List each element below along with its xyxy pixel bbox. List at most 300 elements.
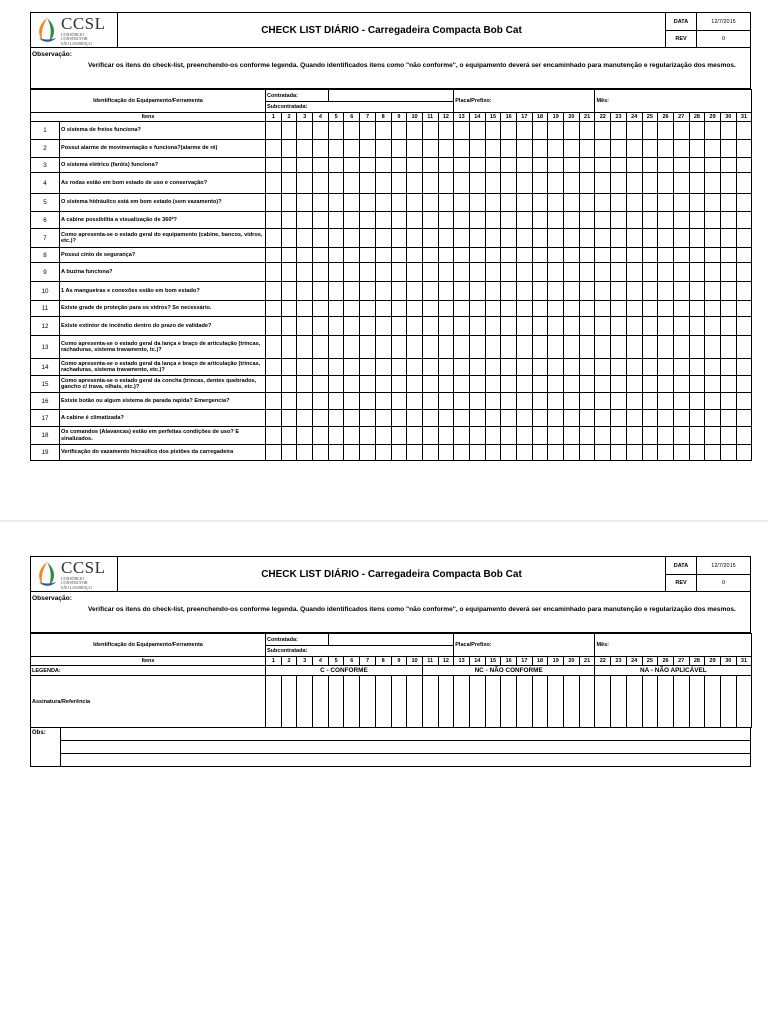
day-check-cell[interactable] <box>344 173 360 194</box>
day-check-cell[interactable] <box>297 158 313 173</box>
day-check-cell[interactable] <box>344 410 360 427</box>
day-check-cell[interactable] <box>736 445 752 461</box>
day-check-cell[interactable] <box>658 376 674 393</box>
day-check-cell[interactable] <box>579 248 595 263</box>
day-check-cell[interactable] <box>485 393 501 410</box>
day-check-cell[interactable] <box>595 248 611 263</box>
day-check-cell[interactable] <box>313 173 329 194</box>
day-check-cell[interactable] <box>642 317 658 336</box>
day-check-cell[interactable] <box>485 359 501 376</box>
day-check-cell[interactable] <box>564 393 580 410</box>
signature-cell[interactable] <box>564 676 580 728</box>
day-check-cell[interactable] <box>626 376 642 393</box>
signature-cell[interactable] <box>313 676 329 728</box>
day-check-cell[interactable] <box>375 173 391 194</box>
day-check-cell[interactable] <box>266 173 282 194</box>
day-check-cell[interactable] <box>485 229 501 248</box>
day-check-cell[interactable] <box>705 140 721 158</box>
day-check-cell[interactable] <box>501 410 517 427</box>
day-check-cell[interactable] <box>705 248 721 263</box>
day-check-cell[interactable] <box>422 336 438 359</box>
contratada-field[interactable] <box>328 634 454 646</box>
day-check-cell[interactable] <box>313 393 329 410</box>
day-check-cell[interactable] <box>517 445 533 461</box>
day-check-cell[interactable] <box>532 301 548 317</box>
signature-cell[interactable] <box>642 676 658 728</box>
day-check-cell[interactable] <box>579 445 595 461</box>
day-check-cell[interactable] <box>391 140 407 158</box>
day-check-cell[interactable] <box>360 376 376 393</box>
day-check-cell[interactable] <box>454 410 470 427</box>
day-check-cell[interactable] <box>485 212 501 229</box>
day-check-cell[interactable] <box>454 445 470 461</box>
day-check-cell[interactable] <box>626 445 642 461</box>
day-check-cell[interactable] <box>391 359 407 376</box>
day-check-cell[interactable] <box>673 212 689 229</box>
day-check-cell[interactable] <box>720 248 736 263</box>
day-check-cell[interactable] <box>642 229 658 248</box>
day-check-cell[interactable] <box>328 173 344 194</box>
day-check-cell[interactable] <box>469 140 485 158</box>
day-check-cell[interactable] <box>407 263 423 282</box>
day-check-cell[interactable] <box>454 140 470 158</box>
day-check-cell[interactable] <box>375 282 391 301</box>
day-check-cell[interactable] <box>705 122 721 140</box>
day-check-cell[interactable] <box>720 376 736 393</box>
day-check-cell[interactable] <box>391 122 407 140</box>
day-check-cell[interactable] <box>720 140 736 158</box>
day-check-cell[interactable] <box>485 122 501 140</box>
day-check-cell[interactable] <box>564 445 580 461</box>
day-check-cell[interactable] <box>422 376 438 393</box>
day-check-cell[interactable] <box>344 301 360 317</box>
day-check-cell[interactable] <box>438 359 454 376</box>
day-check-cell[interactable] <box>375 212 391 229</box>
day-check-cell[interactable] <box>532 140 548 158</box>
day-check-cell[interactable] <box>705 445 721 461</box>
day-check-cell[interactable] <box>501 317 517 336</box>
day-check-cell[interactable] <box>658 393 674 410</box>
day-check-cell[interactable] <box>689 359 705 376</box>
day-check-cell[interactable] <box>485 173 501 194</box>
day-check-cell[interactable] <box>611 336 627 359</box>
day-check-cell[interactable] <box>422 122 438 140</box>
day-check-cell[interactable] <box>297 122 313 140</box>
day-check-cell[interactable] <box>579 301 595 317</box>
day-check-cell[interactable] <box>673 301 689 317</box>
day-check-cell[interactable] <box>564 140 580 158</box>
day-check-cell[interactable] <box>720 122 736 140</box>
day-check-cell[interactable] <box>328 393 344 410</box>
day-check-cell[interactable] <box>532 229 548 248</box>
signature-cell[interactable] <box>344 676 360 728</box>
day-check-cell[interactable] <box>391 173 407 194</box>
day-check-cell[interactable] <box>297 229 313 248</box>
day-check-cell[interactable] <box>517 212 533 229</box>
day-check-cell[interactable] <box>391 301 407 317</box>
day-check-cell[interactable] <box>673 122 689 140</box>
day-check-cell[interactable] <box>454 359 470 376</box>
day-check-cell[interactable] <box>297 263 313 282</box>
day-check-cell[interactable] <box>720 445 736 461</box>
day-check-cell[interactable] <box>517 229 533 248</box>
day-check-cell[interactable] <box>611 212 627 229</box>
day-check-cell[interactable] <box>642 212 658 229</box>
day-check-cell[interactable] <box>595 173 611 194</box>
day-check-cell[interactable] <box>532 158 548 173</box>
signature-cell[interactable] <box>485 676 501 728</box>
day-check-cell[interactable] <box>438 317 454 336</box>
day-check-cell[interactable] <box>469 122 485 140</box>
day-check-cell[interactable] <box>689 336 705 359</box>
day-check-cell[interactable] <box>407 158 423 173</box>
day-check-cell[interactable] <box>469 282 485 301</box>
signature-cell[interactable] <box>626 676 642 728</box>
day-check-cell[interactable] <box>595 301 611 317</box>
day-check-cell[interactable] <box>548 427 564 445</box>
day-check-cell[interactable] <box>501 194 517 212</box>
day-check-cell[interactable] <box>673 173 689 194</box>
signature-cell[interactable] <box>720 676 736 728</box>
day-check-cell[interactable] <box>328 140 344 158</box>
day-check-cell[interactable] <box>375 359 391 376</box>
day-check-cell[interactable] <box>485 263 501 282</box>
day-check-cell[interactable] <box>689 212 705 229</box>
day-check-cell[interactable] <box>375 445 391 461</box>
day-check-cell[interactable] <box>736 336 752 359</box>
day-check-cell[interactable] <box>658 229 674 248</box>
day-check-cell[interactable] <box>720 427 736 445</box>
signature-cell[interactable] <box>689 676 705 728</box>
day-check-cell[interactable] <box>454 194 470 212</box>
day-check-cell[interactable] <box>266 263 282 282</box>
day-check-cell[interactable] <box>438 427 454 445</box>
day-check-cell[interactable] <box>673 282 689 301</box>
day-check-cell[interactable] <box>548 282 564 301</box>
day-check-cell[interactable] <box>673 427 689 445</box>
signature-cell[interactable] <box>407 676 423 728</box>
day-check-cell[interactable] <box>611 173 627 194</box>
day-check-cell[interactable] <box>564 359 580 376</box>
day-check-cell[interactable] <box>454 301 470 317</box>
day-check-cell[interactable] <box>469 173 485 194</box>
day-check-cell[interactable] <box>548 229 564 248</box>
day-check-cell[interactable] <box>626 212 642 229</box>
day-check-cell[interactable] <box>360 317 376 336</box>
day-check-cell[interactable] <box>595 140 611 158</box>
day-check-cell[interactable] <box>485 282 501 301</box>
day-check-cell[interactable] <box>673 248 689 263</box>
day-check-cell[interactable] <box>658 317 674 336</box>
day-check-cell[interactable] <box>391 248 407 263</box>
day-check-cell[interactable] <box>313 140 329 158</box>
day-check-cell[interactable] <box>720 336 736 359</box>
day-check-cell[interactable] <box>548 336 564 359</box>
contratada-field[interactable] <box>328 90 454 102</box>
day-check-cell[interactable] <box>266 229 282 248</box>
day-check-cell[interactable] <box>642 282 658 301</box>
day-check-cell[interactable] <box>344 359 360 376</box>
day-check-cell[interactable] <box>579 212 595 229</box>
day-check-cell[interactable] <box>720 410 736 427</box>
day-check-cell[interactable] <box>281 173 297 194</box>
day-check-cell[interactable] <box>313 376 329 393</box>
day-check-cell[interactable] <box>297 445 313 461</box>
day-check-cell[interactable] <box>720 393 736 410</box>
day-check-cell[interactable] <box>736 248 752 263</box>
day-check-cell[interactable] <box>720 301 736 317</box>
day-check-cell[interactable] <box>344 427 360 445</box>
day-check-cell[interactable] <box>407 376 423 393</box>
day-check-cell[interactable] <box>407 410 423 427</box>
day-check-cell[interactable] <box>360 263 376 282</box>
day-check-cell[interactable] <box>548 445 564 461</box>
day-check-cell[interactable] <box>517 248 533 263</box>
day-check-cell[interactable] <box>454 229 470 248</box>
day-check-cell[interactable] <box>658 140 674 158</box>
day-check-cell[interactable] <box>328 336 344 359</box>
day-check-cell[interactable] <box>736 282 752 301</box>
day-check-cell[interactable] <box>328 263 344 282</box>
day-check-cell[interactable] <box>344 445 360 461</box>
day-check-cell[interactable] <box>595 229 611 248</box>
day-check-cell[interactable] <box>548 301 564 317</box>
day-check-cell[interactable] <box>532 445 548 461</box>
day-check-cell[interactable] <box>689 158 705 173</box>
day-check-cell[interactable] <box>626 248 642 263</box>
day-check-cell[interactable] <box>720 158 736 173</box>
day-check-cell[interactable] <box>642 376 658 393</box>
day-check-cell[interactable] <box>532 212 548 229</box>
day-check-cell[interactable] <box>438 282 454 301</box>
day-check-cell[interactable] <box>579 229 595 248</box>
day-check-cell[interactable] <box>407 248 423 263</box>
day-check-cell[interactable] <box>564 301 580 317</box>
subcontratada-field[interactable] <box>266 102 454 113</box>
day-check-cell[interactable] <box>313 248 329 263</box>
day-check-cell[interactable] <box>485 317 501 336</box>
day-check-cell[interactable] <box>658 301 674 317</box>
day-check-cell[interactable] <box>375 263 391 282</box>
day-check-cell[interactable] <box>720 229 736 248</box>
day-check-cell[interactable] <box>407 140 423 158</box>
day-check-cell[interactable] <box>297 173 313 194</box>
day-check-cell[interactable] <box>407 445 423 461</box>
day-check-cell[interactable] <box>626 317 642 336</box>
day-check-cell[interactable] <box>720 212 736 229</box>
day-check-cell[interactable] <box>344 393 360 410</box>
day-check-cell[interactable] <box>564 376 580 393</box>
signature-cell[interactable] <box>281 676 297 728</box>
day-check-cell[interactable] <box>469 301 485 317</box>
day-check-cell[interactable] <box>328 122 344 140</box>
day-check-cell[interactable] <box>564 173 580 194</box>
day-check-cell[interactable] <box>532 263 548 282</box>
day-check-cell[interactable] <box>297 376 313 393</box>
day-check-cell[interactable] <box>422 301 438 317</box>
day-check-cell[interactable] <box>658 359 674 376</box>
day-check-cell[interactable] <box>532 393 548 410</box>
day-check-cell[interactable] <box>281 194 297 212</box>
day-check-cell[interactable] <box>266 212 282 229</box>
signature-cell[interactable] <box>297 676 313 728</box>
day-check-cell[interactable] <box>720 194 736 212</box>
day-check-cell[interactable] <box>658 248 674 263</box>
day-check-cell[interactable] <box>375 376 391 393</box>
day-check-cell[interactable] <box>469 158 485 173</box>
day-check-cell[interactable] <box>579 410 595 427</box>
day-check-cell[interactable] <box>548 173 564 194</box>
day-check-cell[interactable] <box>485 194 501 212</box>
day-check-cell[interactable] <box>501 359 517 376</box>
day-check-cell[interactable] <box>344 376 360 393</box>
day-check-cell[interactable] <box>705 393 721 410</box>
signature-cell[interactable] <box>595 676 611 728</box>
day-check-cell[interactable] <box>532 248 548 263</box>
day-check-cell[interactable] <box>736 173 752 194</box>
day-check-cell[interactable] <box>532 317 548 336</box>
day-check-cell[interactable] <box>626 158 642 173</box>
day-check-cell[interactable] <box>689 263 705 282</box>
day-check-cell[interactable] <box>454 427 470 445</box>
day-check-cell[interactable] <box>579 282 595 301</box>
day-check-cell[interactable] <box>736 317 752 336</box>
day-check-cell[interactable] <box>642 194 658 212</box>
day-check-cell[interactable] <box>626 122 642 140</box>
day-check-cell[interactable] <box>407 122 423 140</box>
day-check-cell[interactable] <box>658 445 674 461</box>
day-check-cell[interactable] <box>360 229 376 248</box>
day-check-cell[interactable] <box>548 359 564 376</box>
signature-cell[interactable] <box>375 676 391 728</box>
day-check-cell[interactable] <box>313 301 329 317</box>
signature-cell[interactable] <box>266 676 282 728</box>
signature-cell[interactable] <box>501 676 517 728</box>
day-check-cell[interactable] <box>658 173 674 194</box>
day-check-cell[interactable] <box>391 317 407 336</box>
day-check-cell[interactable] <box>595 317 611 336</box>
day-check-cell[interactable] <box>469 263 485 282</box>
day-check-cell[interactable] <box>501 263 517 282</box>
signature-cell[interactable] <box>469 676 485 728</box>
day-check-cell[interactable] <box>266 336 282 359</box>
day-check-cell[interactable] <box>344 194 360 212</box>
day-check-cell[interactable] <box>281 158 297 173</box>
day-check-cell[interactable] <box>673 336 689 359</box>
day-check-cell[interactable] <box>595 359 611 376</box>
day-check-cell[interactable] <box>438 229 454 248</box>
day-check-cell[interactable] <box>407 173 423 194</box>
day-check-cell[interactable] <box>281 359 297 376</box>
day-check-cell[interactable] <box>595 212 611 229</box>
day-check-cell[interactable] <box>548 376 564 393</box>
day-check-cell[interactable] <box>564 212 580 229</box>
day-check-cell[interactable] <box>611 158 627 173</box>
day-check-cell[interactable] <box>673 359 689 376</box>
day-check-cell[interactable] <box>626 359 642 376</box>
day-check-cell[interactable] <box>517 158 533 173</box>
day-check-cell[interactable] <box>407 393 423 410</box>
day-check-cell[interactable] <box>517 194 533 212</box>
day-check-cell[interactable] <box>689 122 705 140</box>
day-check-cell[interactable] <box>517 359 533 376</box>
day-check-cell[interactable] <box>673 229 689 248</box>
day-check-cell[interactable] <box>469 248 485 263</box>
day-check-cell[interactable] <box>266 427 282 445</box>
day-check-cell[interactable] <box>611 410 627 427</box>
day-check-cell[interactable] <box>266 445 282 461</box>
signature-cell[interactable] <box>422 676 438 728</box>
day-check-cell[interactable] <box>407 301 423 317</box>
day-check-cell[interactable] <box>626 173 642 194</box>
day-check-cell[interactable] <box>689 282 705 301</box>
placa-prefixo-field[interactable] <box>454 90 595 113</box>
day-check-cell[interactable] <box>595 263 611 282</box>
day-check-cell[interactable] <box>564 263 580 282</box>
day-check-cell[interactable] <box>517 336 533 359</box>
day-check-cell[interactable] <box>328 359 344 376</box>
day-check-cell[interactable] <box>548 410 564 427</box>
day-check-cell[interactable] <box>517 410 533 427</box>
day-check-cell[interactable] <box>422 194 438 212</box>
day-check-cell[interactable] <box>532 410 548 427</box>
day-check-cell[interactable] <box>595 336 611 359</box>
day-check-cell[interactable] <box>454 376 470 393</box>
subcontratada-field[interactable] <box>266 646 454 657</box>
day-check-cell[interactable] <box>375 158 391 173</box>
day-check-cell[interactable] <box>469 317 485 336</box>
day-check-cell[interactable] <box>297 317 313 336</box>
day-check-cell[interactable] <box>720 317 736 336</box>
day-check-cell[interactable] <box>736 212 752 229</box>
day-check-cell[interactable] <box>626 427 642 445</box>
day-check-cell[interactable] <box>642 122 658 140</box>
day-check-cell[interactable] <box>313 229 329 248</box>
day-check-cell[interactable] <box>705 229 721 248</box>
day-check-cell[interactable] <box>422 445 438 461</box>
day-check-cell[interactable] <box>344 158 360 173</box>
day-check-cell[interactable] <box>360 393 376 410</box>
day-check-cell[interactable] <box>454 122 470 140</box>
day-check-cell[interactable] <box>375 410 391 427</box>
day-check-cell[interactable] <box>266 282 282 301</box>
day-check-cell[interactable] <box>454 317 470 336</box>
day-check-cell[interactable] <box>360 194 376 212</box>
day-check-cell[interactable] <box>626 194 642 212</box>
day-check-cell[interactable] <box>407 212 423 229</box>
day-check-cell[interactable] <box>673 140 689 158</box>
day-check-cell[interactable] <box>579 359 595 376</box>
day-check-cell[interactable] <box>532 427 548 445</box>
day-check-cell[interactable] <box>328 212 344 229</box>
day-check-cell[interactable] <box>438 263 454 282</box>
day-check-cell[interactable] <box>626 301 642 317</box>
day-check-cell[interactable] <box>736 427 752 445</box>
day-check-cell[interactable] <box>658 263 674 282</box>
day-check-cell[interactable] <box>611 376 627 393</box>
day-check-cell[interactable] <box>360 122 376 140</box>
day-check-cell[interactable] <box>705 158 721 173</box>
day-check-cell[interactable] <box>328 317 344 336</box>
day-check-cell[interactable] <box>375 317 391 336</box>
day-check-cell[interactable] <box>281 427 297 445</box>
day-check-cell[interactable] <box>642 173 658 194</box>
day-check-cell[interactable] <box>422 317 438 336</box>
day-check-cell[interactable] <box>344 229 360 248</box>
day-check-cell[interactable] <box>438 393 454 410</box>
day-check-cell[interactable] <box>454 212 470 229</box>
day-check-cell[interactable] <box>454 173 470 194</box>
